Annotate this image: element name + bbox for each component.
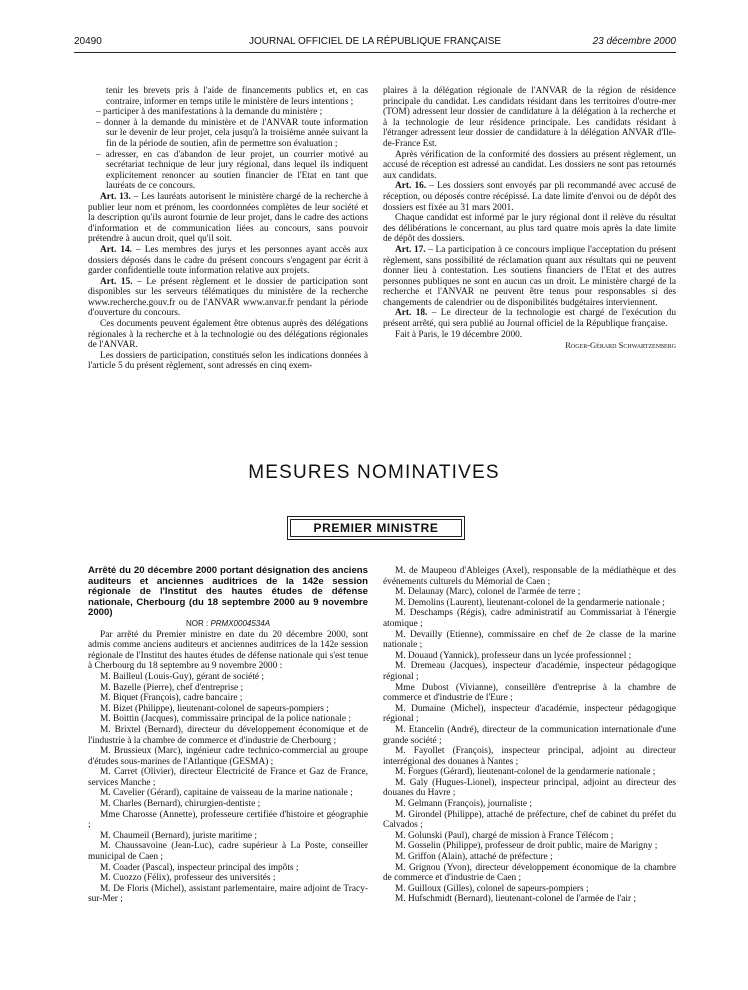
- header-rule: [74, 52, 676, 53]
- article-label: Art. 15.: [100, 276, 133, 287]
- paragraph: [88, 107, 368, 118]
- paragraph: [383, 150, 676, 182]
- journal-title: JOURNAL OFFICIEL DE LA RÉPUBLIQUE FRANÇAISE: [248, 36, 502, 47]
- nor-reference: [88, 619, 368, 630]
- ministry-box: [287, 516, 465, 540]
- list-item: M. Gelmann (François), journaliste ;: [395, 799, 533, 810]
- list-item: M. Bizet (Philippe), lieutenant-colonel de sapeurs-pompiers ;: [100, 703, 329, 714]
- paragraph: [383, 181, 676, 213]
- list-item: M. Galy (Hugues-Lionel), inspecteur principal, adjoint au directeur des douanes du Havre ;: [383, 777, 676, 799]
- decree-intro: Par arrêté du Premier ministre en date du 20 décembre 2000, sont admis comme anciens auditeurs et anciennes auditrices de la 142e session régionale de l'Institut des hautes études de défense nationale qui s'est tenue à Cherbourg du 18 septembre au 9 novembre 2000 :: [88, 629, 368, 672]
- top-left-column: [88, 86, 368, 372]
- list-item: M. Delaunay (Marc), colonel de l'armée de terre ;: [395, 587, 581, 598]
- paragraph: [383, 245, 676, 309]
- paragraph-text: – Le directeur de la technologie est chargé de l'exécution du présent arrêté, qui sera publié au Journal officiel de la République française.: [383, 308, 676, 330]
- list-item: M. Biquet (François), cadre bancaire ;: [100, 693, 243, 704]
- ministry-label: PREMIER MINISTRE: [290, 519, 462, 537]
- list-item: M. Boittin (Jacques), commissaire principal de la police nationale ;: [100, 714, 351, 725]
- paragraph: [88, 192, 368, 245]
- list-item: M. Dremeau (Jacques), inspecteur d'académie, inspecteur pédagogique régional ;: [383, 661, 676, 682]
- paragraph-text: – adresser, en cas d'abandon de leur projet, un courrier motivé au secrétariat technique de leur jury régional, dans lequel ils indiquent explicitement renoncer au soutien financier de l'Etat en tant que lauréats de ce concours.: [96, 149, 368, 192]
- list-item: M. Cuozzo (Félix), professeur des universités ;: [100, 873, 276, 884]
- paragraph: [88, 86, 368, 107]
- paragraph-text: – Les membres des jurys et les personnes ayant accès aux dossiers déposés dans le cadre du présent concours s'engagent par écrit à garder confidentielle toute information relative aux projets.: [88, 244, 368, 277]
- list-item: M. Dumaine (Michel), inspecteur d'académie, inspecteur pédagogique régional ;: [383, 703, 676, 725]
- issue-date: 23 décembre 2000: [592, 36, 676, 47]
- nor-label: NOR :: [185, 618, 209, 628]
- list-item: M. Gosselin (Philippe), professeur de droit public, maire de Marigny ;: [395, 841, 658, 852]
- list-item: Mme Charosse (Annette), professeure certifiée d'histoire et géographie ;: [88, 809, 368, 831]
- paragraph-text: Après vérification de la conformité des dossiers au présent règlement, un accusé de réception est adressé au candidat. Les dossiers ne sont pas retournés aux candidats.: [383, 149, 676, 181]
- paragraph-text: – participer à des manifestations à la demande du ministère ;: [96, 107, 323, 118]
- list-item: M. Fayollet (François), inspecteur principal, adjoint au directeur interrégional des douanes à Nantes ;: [383, 746, 676, 767]
- list-item: M. Bailleul (Louis-Guy), gérant de société ;: [100, 671, 264, 682]
- signature: Roger-Gérard Schwartzenberg: [565, 340, 676, 351]
- list-item: M. Hufschmidt (Bernard), lieutenant-colonel de l'armée de l'air ;: [395, 894, 637, 905]
- list-item: M. Deschamps (Régis), cadre administratif au Commissariat à l'énergie atomique ;: [383, 608, 676, 629]
- paragraph: [383, 86, 676, 150]
- list-item: M. Guilloux (Gilles), colonel de sapeurs-pompiers ;: [395, 883, 589, 894]
- list-item: M. Grignou (Yvon), directeur développement économique de la chambre de commerce et d'industrie de Caen ;: [383, 862, 676, 884]
- paragraph-text: tenir les brevets pris à l'aide de financements publics et, en cas contraire, informer en temps utile le ministère de leurs intentions ;: [106, 86, 368, 107]
- paragraph: [88, 351, 368, 372]
- nor-code: PRMX0004534A: [210, 618, 271, 628]
- list-item: M. Coader (Pascal), inspecteur principal des impôts ;: [100, 862, 299, 873]
- list-item: M. Devailly (Etienne), commissaire en chef de 2e classe de la marine nationale ;: [383, 629, 676, 651]
- paragraph-text: – Les dossiers sont envoyés par pli recommandé avec accusé de réception, ou déposés contre récépissé. La date limite d'envoi ou de dépôt des dossiers est fixée au 31 mars 2001.: [383, 181, 677, 213]
- article-label: Art. 18.: [395, 308, 428, 319]
- list-item: M. Bazelle (Pierre), chef d'entreprise ;: [100, 682, 244, 693]
- paragraph: [88, 319, 368, 351]
- list-item: M. Brixtel (Bernard), directeur du développement économique et de l'industrie à la chambre de commerce et d'industrie de Cherbourg ;: [88, 724, 368, 746]
- paragraph: [383, 330, 676, 341]
- paragraph: [383, 213, 676, 245]
- list-item: M. de Maupeou d'Ableiges (Axel), responsable de la médiathèque et des événements culturels du Mémorial de Caen ;: [383, 566, 676, 587]
- list-item: M. Douaud (Yannick), professeur dans un lycée professionnel ;: [395, 650, 632, 661]
- paragraph-text: – Les lauréats autorisent le ministère chargé de la recherche à publier leur nom et prénom, les coordonnées complètes de leur société et la description qu'ils auront fournie de leur projet, dans le cadre des actions d'information et de communication liées au concours, sans pouvoir prétendre à aucun droit, quel qu'il soit.: [88, 191, 368, 245]
- list-item: M. Charles (Bernard), chirurgien-dentiste ;: [100, 799, 261, 810]
- paragraph-text: Chaque candidat est informé par le jury régional dont il relève du résultat des délibérations le concernant, au plus tard quatre mois après la date limite de dépôt des dossiers.: [383, 213, 676, 245]
- paragraph-text: Fait à Paris, le 19 décembre 2000.: [395, 329, 523, 340]
- list-item: M. Chaussavoine (Jean-Luc), cadre supérieur à La Poste, conseiller municipal de Caen ;: [88, 841, 368, 863]
- section-title: MESURES NOMINATIVES: [248, 462, 500, 483]
- article-label: Art. 17.: [395, 244, 426, 255]
- paragraph: [88, 150, 368, 192]
- paragraph-text: – donner à la demande du ministère et de l'ANVAR toute information sur le devenir de leur projet, cela jusqu'à la troisième année suivant la fin de la période de soutien, afin de permettre son évaluation ;: [96, 117, 368, 149]
- paragraph: [88, 277, 368, 319]
- decree-column: [88, 566, 368, 905]
- paragraph: [88, 118, 368, 150]
- article-label: Art. 13.: [100, 191, 131, 202]
- page-number: 20490: [74, 36, 102, 47]
- list-item: M. Cavelier (Gérard), capitaine de vaisseau de la marine nationale ;: [100, 788, 353, 799]
- decree-title: Arrêté du 20 décembre 2000 portant désignation des anciens auditeurs et anciennes auditrices de la 142e session régionale de l'Institut des hautes études de défense nationale, Cherbourg (du 18 septembre 2000 au 9 novembre 2000): [88, 565, 368, 619]
- article-label: Art. 16.: [395, 181, 427, 192]
- names-list-left: [88, 672, 368, 905]
- list-item: M. Etancelin (André), directeur de la communication internationale d'une grande société ;: [383, 724, 676, 746]
- page-header: [74, 36, 676, 50]
- paragraph-text: Les dossiers de participation, constitués selon les indications données à l'article 5 du présent règlement, sont adressés en cinq exem-: [88, 350, 368, 372]
- list-item: M. Carret (Olivier), directeur Electricité de France et Gaz de France, services Manche ;: [88, 767, 368, 788]
- list-item: M. Brussieux (Marc), ingénieur cadre technico-commercial au groupe d'études sous-marines de l'Atlantique (GESMA) ;: [88, 746, 368, 767]
- list-item: M. Golunski (Paul), chargé de mission à France Télécom ;: [395, 830, 614, 841]
- paragraph-text: – Le présent règlement et le dossier de participation sont disponibles sur les serveurs télématiques du ministère de la recherche www.recherche.gouv.fr ou de l'ANVAR www.anvar.fr pendant la période d'ouverture du concours.: [88, 276, 368, 319]
- names-list-right: [383, 566, 676, 905]
- paragraph-text: plaires à la délégation régionale de l'ANVAR de la région de résidence principale du candidat. Les candidats résidant dans les territoires d'outre-mer (TOM) adressent leur dossier de candidature à la délégation à la recherche et à la technologie de leur résidence principale. Les candidats résidant à l'étranger adressent leur dossier de candidature à la délégation ANVAR d'Ile-de-France Est.: [383, 86, 676, 149]
- paragraph: [88, 245, 368, 277]
- list-item: M. Chaumeil (Bernard), juriste maritime ;: [100, 830, 257, 841]
- list-item: M. Demolins (Laurent), lieutenant-colonel de la gendarmerie nationale ;: [395, 597, 665, 608]
- list-item: M. Griffon (Alain), attaché de préfecture ;: [395, 852, 553, 863]
- paragraph: [383, 308, 676, 329]
- paragraph-text: Ces documents peuvent également être obtenus auprès des délégations régionales à la recherche et à la technologie ou des délégations régionales de l'ANVAR.: [88, 319, 368, 351]
- paragraph-text: – La participation à ce concours implique l'acceptation du présent règlement, sans possibilité de réclamation quant aux résultats qui ne peuvent donner lieu à contestation. Les soutiens financiers de l'Etat et des autres personnes publiques ne sont en aucun cas un droit. Le ministère chargé de la recherche et l'ANVAR ne peuvent être tenus pour responsables si des changements de calendrier ou de disponibilités budgétaires interviennent.: [383, 244, 676, 308]
- top-right-column: [383, 86, 676, 351]
- article-label: Art. 14.: [100, 244, 133, 255]
- list-item: M. De Floris (Michel), assistant parlementaire, maire adjoint de Tracy-sur-Mer ;: [88, 883, 368, 905]
- list-item: Mme Dubost (Vivianne), conseillère d'entreprise à la chambre de commerce et d'industrie de l'Eure ;: [383, 682, 676, 704]
- list-item: M. Girondel (Philippe), attaché de préfecture, chef de cabinet du préfet du Calvados ;: [383, 809, 676, 831]
- list-item: M. Forgues (Gérard), lieutenant-colonel de la gendarmerie nationale ;: [395, 767, 656, 778]
